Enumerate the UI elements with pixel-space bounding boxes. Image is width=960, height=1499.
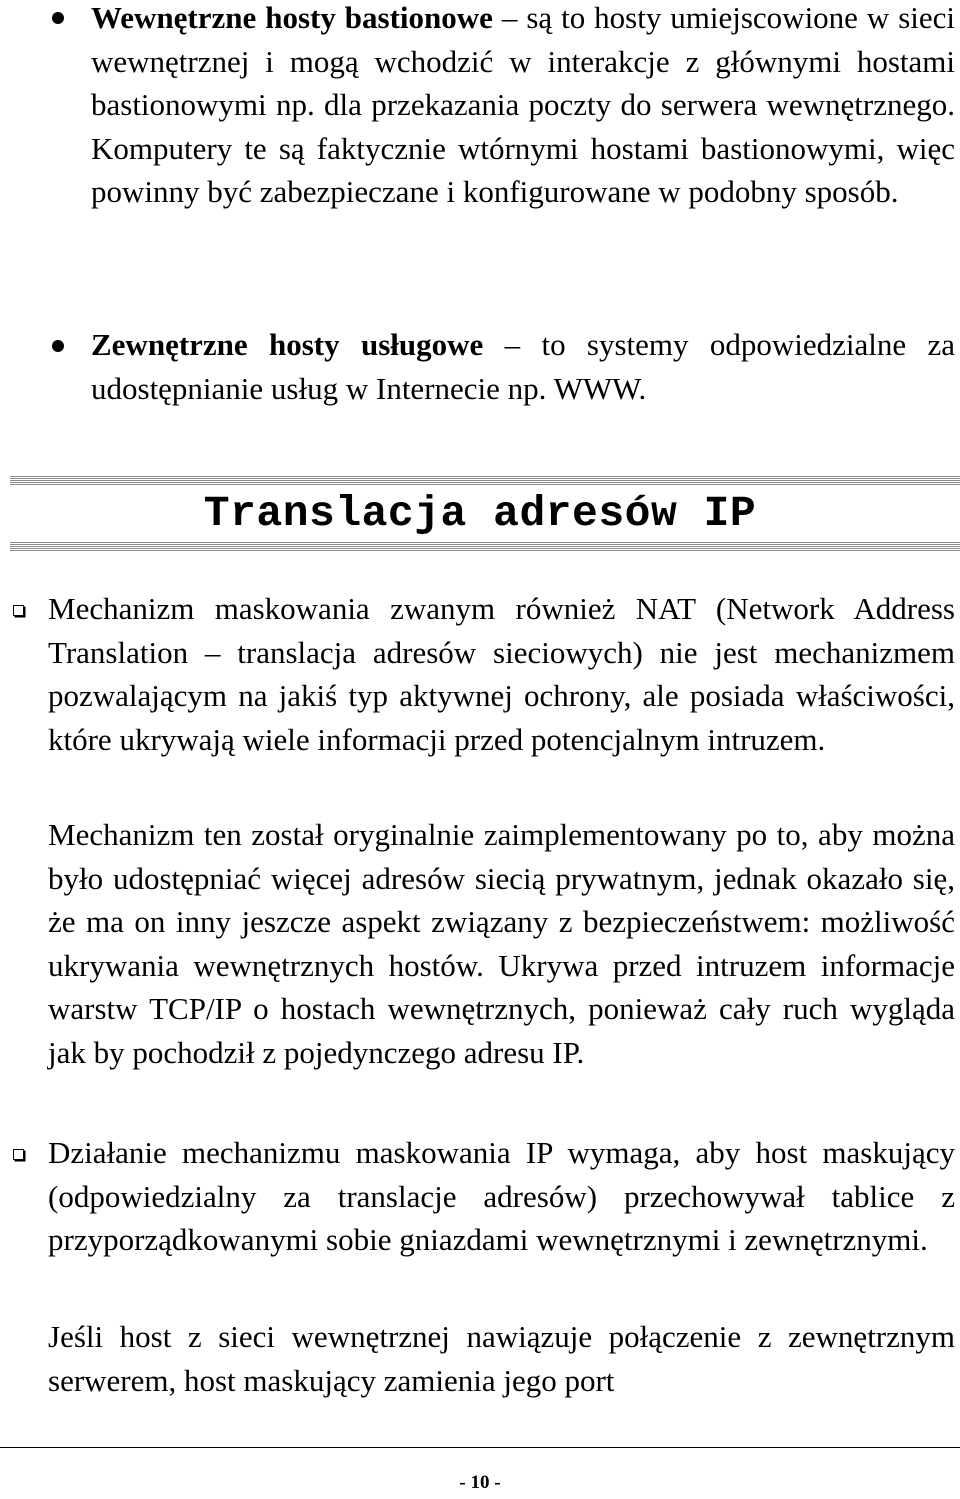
list-item-external-service-hosts (91, 323, 955, 410)
bullet-dot-2 (52, 340, 64, 352)
bullet-dot-1 (52, 12, 64, 24)
paragraph-masquerade-operation: Działanie mechanizmu maskowania IP wymaga, aby host maskujący (odpowiedzialny za translacje adresów) przechowywał tablice z przyporządkowanymi sobie gniazdami wewnętrznymi i zewnętrznymi. (48, 1135, 955, 1257)
square-bullet-2 (13, 1149, 24, 1160)
paragraph-connection-example: Jeśli host z sieci wewnętrznej nawiązuje połączenie z zewnętrznym serwerem, host maskujący zamienia jego port (48, 1319, 955, 1398)
paragraph-nat-history: Mechanizm ten został oryginalnie zaimplementowany po to, aby można było udostępniać więcej adresów siecią prywatnym, jednak okazało się, że ma on inny jeszcze aspekt związany z bezpieczeństwem: możliwość ukrywania wewnętrznych hostów. Ukrywa przed intruzem informacje warstw TCP/IP o hostach wewnętrznych, ponieważ cały ruch wygląda jak by pochodził z pojedynczego adresu IP. (48, 817, 955, 1070)
footer-rule (0, 1447, 960, 1448)
list-item-term: Wewnętrzne hosty bastionowe (91, 0, 493, 35)
page-number: - 10 - (459, 1472, 501, 1493)
paragraph-nat-intro: Mechanizm maskowania zwanym również NAT (Network Address Translation – translacja adresów sieciowych) nie jest mechanizmem pozwalającym na jakiś typ aktywnej ochrony, ale posiada właściwości, które ukrywają wiele informacji przed potencjalnym intruzem. (48, 591, 955, 757)
square-bullet-1 (13, 605, 24, 616)
list-item-term: Zewnętrzne hosty usługowe (91, 327, 484, 362)
list-item-text: to systemy odpowiedzialne za udostępnianie usług w Internecie np. WWW. (91, 327, 955, 406)
list-item-dash: – (504, 327, 521, 362)
section-title: Translacja adresów IP (203, 489, 757, 538)
list-item-internal-bastion-hosts (91, 0, 955, 214)
heading-rule-bottom (10, 542, 960, 551)
list-item-dash: – (501, 0, 518, 35)
list-item-text: są to hosty umiejscowione w sieci wewnętrznej i mogą wchodzić w interakcje z głównymi hostami bastionowymi np. dla przekazania poczty do serwera wewnętrznego. Komputery te są faktycznie wtórnymi hostami bastionowymi, więc powinny być zabezpieczane i konfigurowane w podobny sposób. (91, 0, 956, 209)
